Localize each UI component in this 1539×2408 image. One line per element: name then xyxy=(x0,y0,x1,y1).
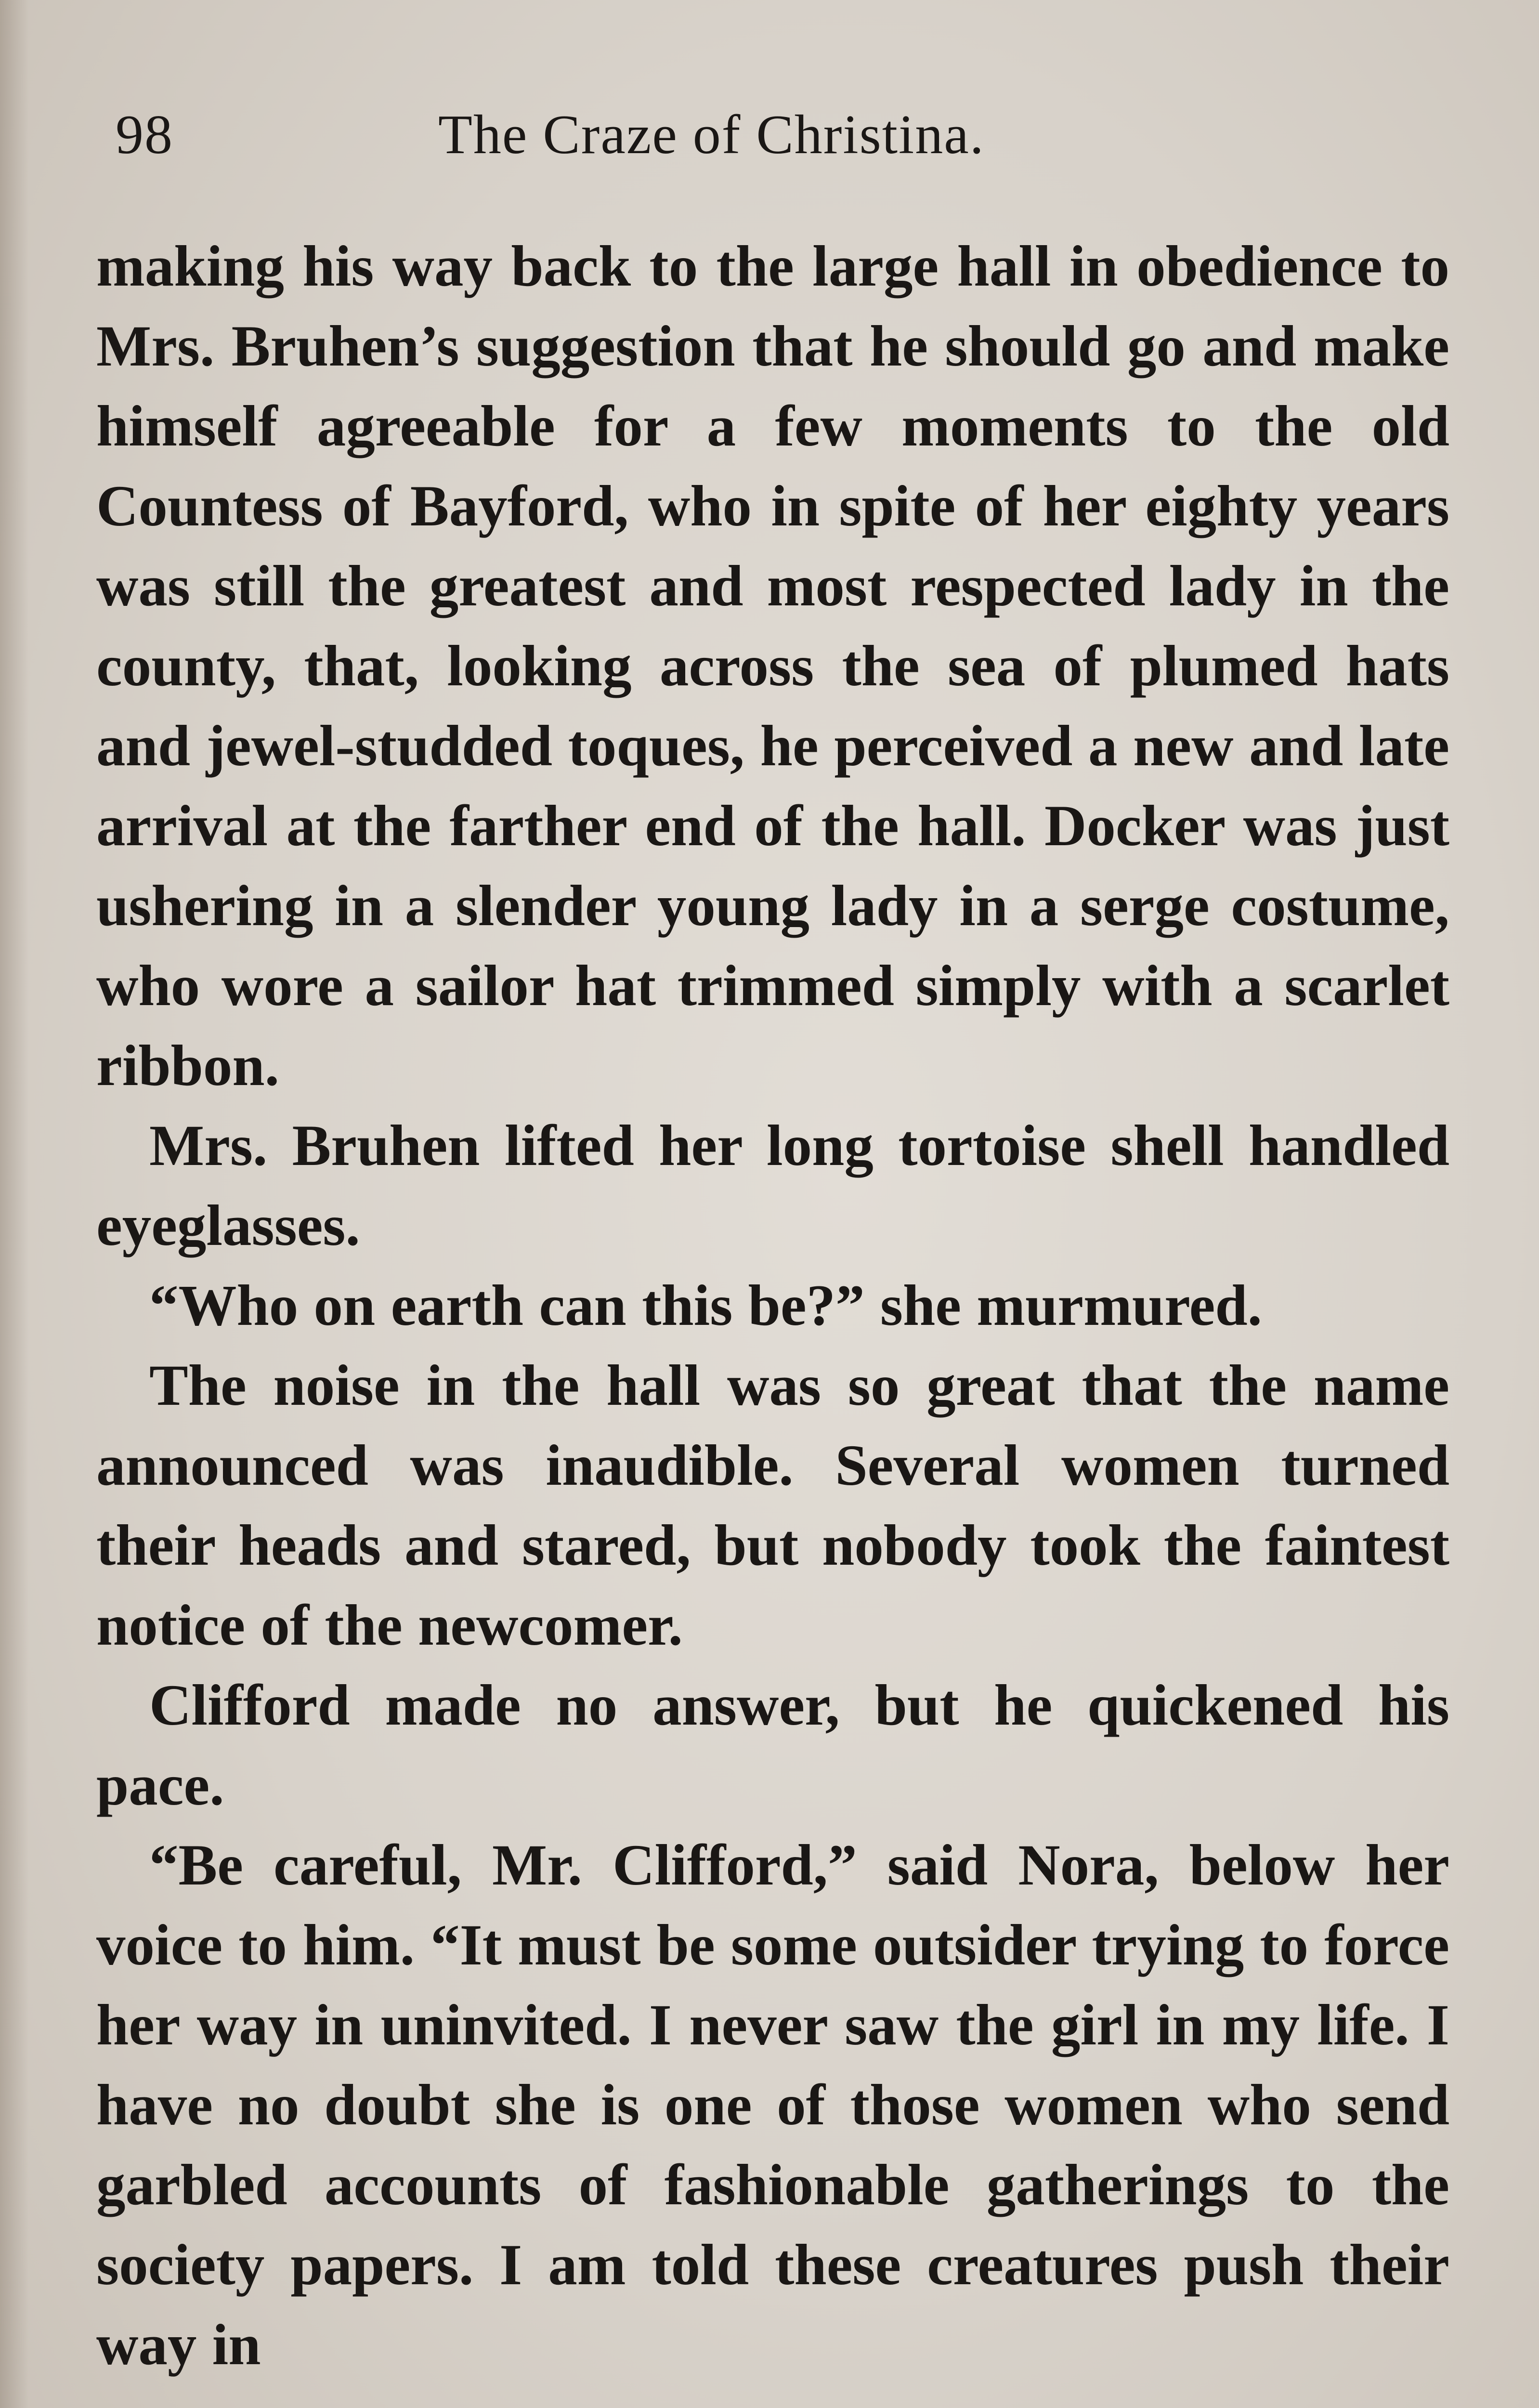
running-title: The Craze of Christina. xyxy=(438,104,985,166)
paragraph: The noise in the hall was so great that the name announced was inaudible. Several women turned their heads and stared, but nobody took the faintest notice of the newcomer. xyxy=(96,1353,1449,1658)
page-number: 98 xyxy=(116,104,173,166)
paragraph: “Who on earth can this be?” she murmured. xyxy=(149,1273,1262,1338)
paragraph: Clifford made no answer, but he quickened his pace. xyxy=(96,1673,1449,1818)
body-text xyxy=(96,226,1449,2385)
running-head xyxy=(116,104,1445,166)
paragraph: “Be careful, Mr. Clifford,” said Nora, below her voice to him. “It must be some outsider trying to force her way in uninvited. I never saw the girl in my life. I have no doubt she is one of those women who send garbled accounts of fashionable gatherings to the society papers. I am told these creatures push their way in xyxy=(96,1833,1449,2377)
paragraph-continued: making his way back to the large hall in obedience to Mrs. Bruhen’s suggestion that he should go and make himself agreeable for a few moments to the old Countess of Bayford, who in spite of her eighty years was still the greatest and most respected lady in the county, that, looking across the sea of plumed hats and jewel-studded toques, he perceived a new and late arrival at the farther end of the hall. Docker was just ushering in a slender young lady in a serge costume, who wore a sailor hat trimmed simply with a scarlet ribbon. xyxy=(96,234,1449,1098)
paragraph: Mrs. Bruhen lifted her long tortoise shell handled eyeglasses. xyxy=(96,1113,1449,1258)
